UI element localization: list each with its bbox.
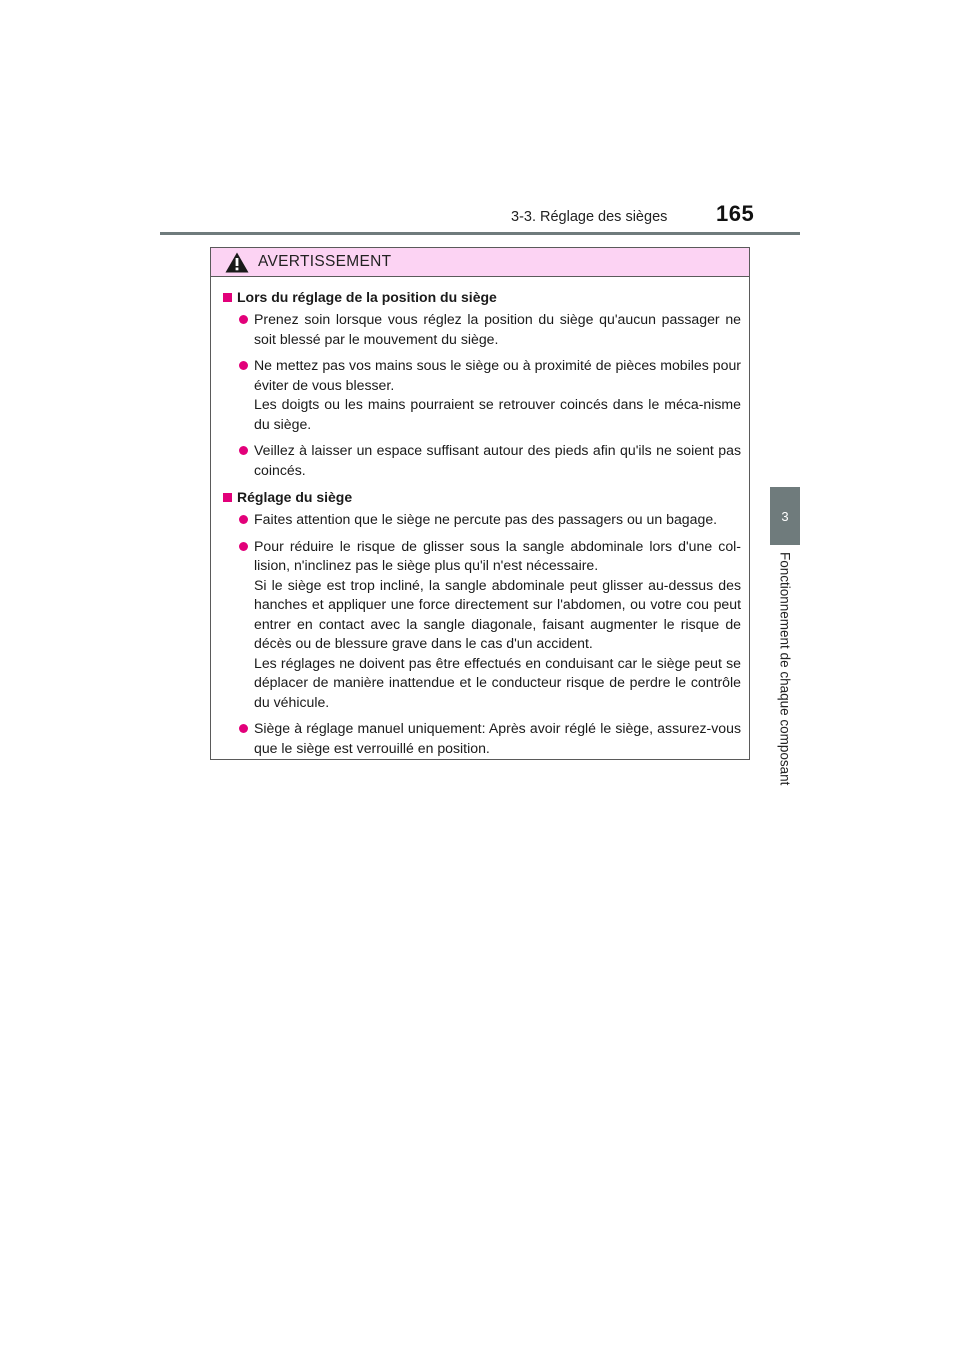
warning-title: AVERTISSEMENT — [258, 253, 392, 270]
running-header-section: 3-3. Réglage des sièges — [511, 209, 668, 225]
bullet-paragraph: Veillez à laisser un espace suffisant autour des pieds afin qu'ils ne soient pas coincés. — [254, 442, 741, 478]
bullet-item — [223, 441, 741, 480]
bullet-item — [223, 356, 741, 434]
bullet-paragraph: Les doigts ou les mains pourraient se retrouver coincés dans le méca-nisme du siège. — [254, 396, 741, 432]
round-bullet-icon — [239, 515, 248, 524]
bullet-paragraph: Pour réduire le risque de glisser sous la sangle abdominale lors d'une col-lision, n'inclinez pas le siège plus qu'il n'est nécessaire. — [254, 537, 741, 573]
warning-box — [210, 247, 750, 760]
warning-body — [211, 277, 749, 758]
section-heading — [223, 489, 741, 505]
section-heading — [223, 289, 741, 305]
page-number: 165 — [716, 201, 755, 226]
header-rule — [160, 232, 800, 235]
round-bullet-icon — [239, 446, 248, 455]
bullet-item — [223, 537, 741, 713]
section-heading-text: Réglage du siège — [237, 489, 353, 505]
round-bullet-icon — [239, 542, 248, 551]
warning-header — [211, 248, 749, 277]
bullet-item — [223, 510, 741, 530]
bullet-item — [223, 719, 741, 758]
chapter-title-text: Fonctionnement de chaque composant — [777, 552, 793, 786]
bullet-paragraph: Si le siège est trop incliné, la sangle abdominale peut glisser au-dessus des hanches et appliquer une force directement sur l'abdomen, ou votre cou peut entrer en contact avec la sangle diagonale, faisant augmenter le risque de décès ou de blessure grave dans le cas d'un accident. — [254, 576, 741, 651]
section-heading-text: Lors du réglage de la position du siège — [237, 289, 497, 305]
chapter-title-vertical — [771, 552, 799, 812]
round-bullet-icon — [239, 724, 248, 733]
bullet-item — [223, 310, 741, 349]
bullet-paragraph: Prenez soin lorsque vous réglez la position du siège qu'aucun passager ne soit blessé par le mouvement du siège. — [254, 311, 741, 347]
round-bullet-icon — [239, 315, 248, 324]
chapter-tab: 3 — [770, 487, 800, 545]
square-bullet-icon — [223, 293, 232, 302]
bullet-paragraph: Ne mettez pas vos mains sous le siège ou à proximité de pièces mobiles pour éviter de vous blesser. — [254, 357, 741, 393]
bullet-paragraph: Les réglages ne doivent pas être effectués en conduisant car le siège peut se déplacer de manière inattendue et le conducteur risque de perdre le contrôle du véhicule. — [254, 654, 741, 710]
round-bullet-icon — [239, 361, 248, 370]
bullet-paragraph: Faites attention que le siège ne percute pas des passagers ou un bagage. — [254, 511, 718, 527]
square-bullet-icon — [223, 493, 232, 502]
warning-triangle-icon — [225, 252, 249, 273]
bullet-paragraph: Siège à réglage manuel uniquement: Après avoir réglé le siège, assurez-vous que le siège est verrouillé en position. — [254, 720, 741, 756]
